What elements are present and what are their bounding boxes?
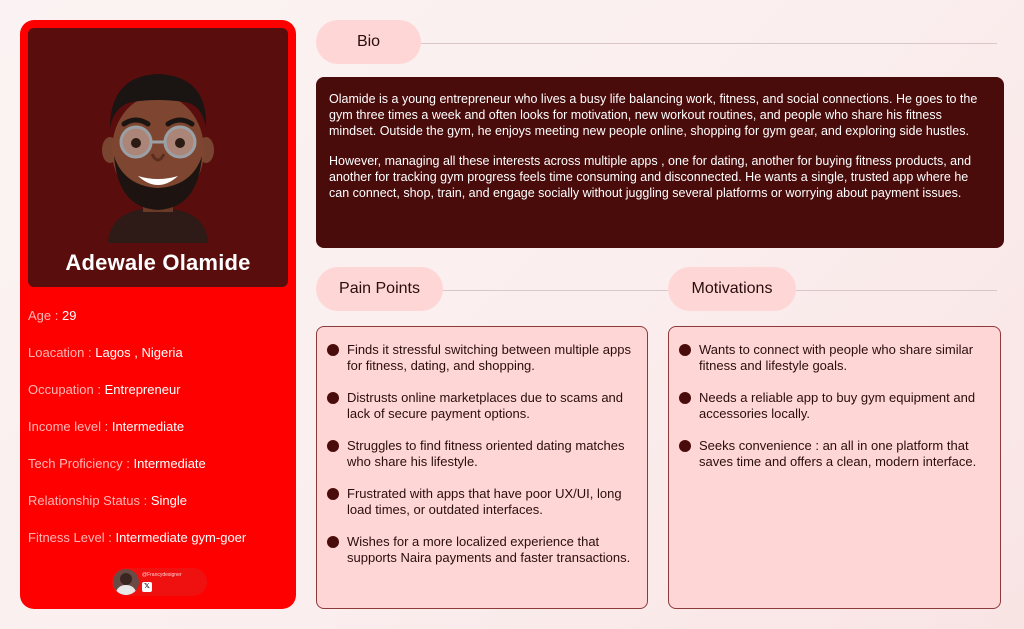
detail-value: Entrepreneur — [104, 382, 181, 397]
detail-value: Intermediate gym-goer — [115, 530, 247, 545]
pain-point-text: Finds it stressful switching between multiple apps for fitness, dating, and shopping. — [347, 342, 631, 373]
bullet-icon — [679, 392, 691, 404]
divider — [796, 290, 997, 291]
bullet-icon — [327, 536, 339, 548]
memoji-avatar — [88, 58, 228, 243]
bullet-icon — [679, 440, 691, 452]
list-item — [327, 534, 637, 566]
bullet-icon — [679, 344, 691, 356]
motivation-text: Needs a reliable app to buy gym equipment and accessories locally. — [699, 390, 976, 421]
detail-label: Tech Proficiency : — [28, 456, 130, 471]
detail-age — [28, 308, 76, 323]
list-item — [679, 438, 990, 470]
detail-label: Income level : — [28, 419, 109, 434]
pain-point-text: Wishes for a more localized experience that supports Naira payments and faster transactions. — [347, 534, 631, 565]
motivation-text: Wants to connect with people who share similar fitness and lifestyle goals. — [699, 342, 974, 373]
detail-income-level — [28, 419, 184, 434]
pain-points-header: Pain Points — [316, 267, 443, 311]
profile-photo-panel — [28, 28, 288, 287]
divider — [421, 43, 997, 44]
bio-header: Bio — [316, 20, 421, 64]
list-item — [679, 342, 990, 374]
motivations-header: Motivations — [668, 267, 796, 311]
bullet-icon — [327, 440, 339, 452]
pain-point-text: Distrusts online marketplaces due to scams and lack of secure payment options. — [347, 390, 624, 421]
motivations-box — [668, 326, 1001, 609]
detail-value: Intermediate — [133, 456, 206, 471]
list-item — [679, 390, 990, 422]
detail-fitness-level — [28, 530, 246, 545]
bullet-icon — [327, 392, 339, 404]
detail-label: Relationship Status : — [28, 493, 148, 508]
designer-credit[interactable] — [112, 568, 207, 596]
list-item — [327, 486, 637, 518]
pain-points-box — [316, 326, 648, 609]
detail-label: Occupation : — [28, 382, 101, 397]
bullet-icon — [327, 344, 339, 356]
detail-location — [28, 345, 183, 360]
bio-paragraph: Olamide is a young entrepreneur who lives a busy life balancing work, fitness, and social connections. He goes to the gym three times a week and often looks for motivation, new workout routines, and people who share his fitness mindset. Outside the gym, he enjoys meeting new people online, shopping for gym gear, and exploring side hustles. — [329, 92, 978, 138]
motivation-text: Seeks convenience : an all in one platform that saves time and offers a clean, modern interface. — [699, 438, 977, 469]
designer-avatar — [113, 569, 139, 595]
detail-label: Fitness Level : — [28, 530, 112, 545]
detail-value: Intermediate — [111, 419, 185, 434]
bio-text-box — [316, 77, 1004, 248]
list-item — [327, 342, 637, 374]
detail-relationship-status — [28, 493, 187, 508]
detail-tech-proficiency — [28, 456, 206, 471]
pain-point-text: Frustrated with apps that have poor UX/UI, long load times, or outdated interfaces. — [347, 486, 622, 517]
detail-value: Lagos , Nigeria — [95, 345, 183, 360]
x-icon[interactable]: 𝕏 — [142, 582, 152, 592]
divider — [443, 290, 668, 291]
detail-value: Single — [150, 493, 187, 508]
detail-occupation — [28, 382, 181, 397]
profile-name: Adewale Olamide — [65, 250, 251, 275]
profile-card — [20, 20, 296, 609]
bullet-icon — [327, 488, 339, 500]
bio-paragraph: However, managing all these interests across multiple apps , one for dating, another for buying fitness products, and another for tracking gym progress feels time consuming and disconnected. He wants a single, trusted app where he can connect, shop, train, and engage socially without juggling several platforms or worrying about payment issues. — [329, 154, 972, 200]
pain-point-text: Struggles to find fitness oriented dating matches who share his lifestyle. — [347, 438, 625, 469]
detail-label: Age : — [28, 308, 59, 323]
designer-handle: @Francydesigner — [142, 572, 182, 578]
detail-label: Loacation : — [28, 345, 92, 360]
detail-value: 29 — [61, 308, 77, 323]
list-item — [327, 438, 637, 470]
list-item — [327, 390, 637, 422]
